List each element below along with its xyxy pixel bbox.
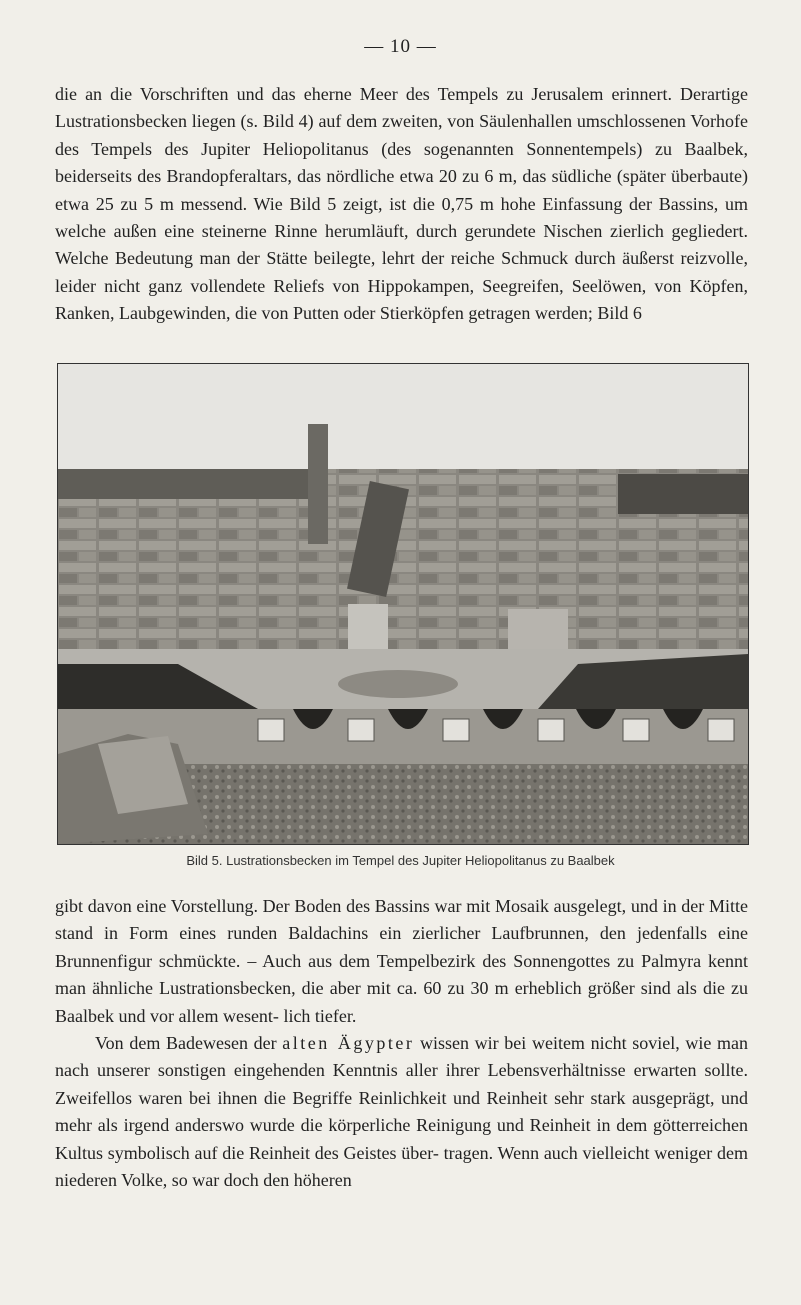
figure-caption: Bild 5. Lustrationsbecken im Tempel des Jupiter Heliopolitanus zu Baalbek [186, 853, 615, 868]
text-line: umschlossenen Vorhofe des Tempels des Jupiter Heliopolitanus (des sogenannten [55, 111, 749, 159]
text-line: wissen wir bei weitem nicht soviel, [420, 1033, 680, 1054]
text-line: und in der Mitte stand in Form eines runden Baldachins ein zierlicher Laufbrunnen, [55, 896, 749, 944]
text-line: nicht ganz vollendete Reliefs von Hippokampen, Seegreifen, Seelöwen, von Köpfen, [104, 275, 749, 296]
text-line: die an die Vorschriften und das eherne Meer des Tempels zu Jerusalem erinnert. [55, 84, 672, 104]
body-text-bottom [55, 893, 748, 1194]
text-line: den jedenfalls eine Brunnenfigur schmückte. – Auch aus dem Tempelbezirk des [55, 923, 748, 971]
paragraph [55, 1030, 748, 1194]
text-line: man der Stätte beilegte, lehrt der reiche Schmuck durch äußerst reizvolle, leider [55, 248, 748, 296]
text-line: tragen. Wenn auch vielleicht weniger dem niederen Volke, so war doch den höheren [55, 1142, 748, 1191]
text-line: Rinne herumläuft, durch gerundete Nischen zierlich gegliedert. Welche Bedeutung [55, 221, 749, 269]
photo-illustration [58, 364, 748, 844]
text-line: 20 zu 6 m, das südliche (später überbaute) etwa 25 zu 5 m messend. Wie Bild 5 [55, 166, 748, 214]
text-line: erwarten sollte. Zweifellos waren bei ihnen die Begriffe Reinlichkeit und Reinheit [55, 1060, 749, 1108]
text-line: wie man nach unserer sonstigen eingehenden Kenntnis aller ihrer Lebensverhältnisse [55, 1033, 749, 1081]
paragraph [55, 893, 748, 1030]
photograph-lustration-basin [57, 363, 749, 845]
page-number: — 10 — [364, 36, 437, 57]
text-line: und Reinheit in dem götterreichen Kultus symbolisch auf die Reinheit des Geistes über- [55, 1115, 748, 1163]
text-line: Sonnengottes zu Palmyra kennt man ähnliche Lustrationsbecken, die aber mit ca. [55, 950, 749, 999]
text-line: 60 zu 30 m erheblich größer sind als die zu Baalbek und vor allem wesent- [55, 978, 748, 1026]
text-line: lich tiefer. [283, 1005, 357, 1026]
text-line: Von dem Badewesen der [95, 1033, 277, 1054]
text-line: Ranken, Laubgewinden, die von Putten oder Stierköpfen getragen werden; Bild 6 [55, 303, 642, 324]
text-line: Sonnentempels) zu Baalbek, beiderseits des Brandopferaltars, das nördliche etwa [55, 138, 749, 187]
text-line: gibt davon eine Vorstellung. Der Boden des Bassins war mit Mosaik ausgelegt, [55, 896, 627, 916]
emphasized-text: alten Ägypter [282, 1033, 415, 1054]
text-line: Derartige Lustrationsbecken liegen (s. Bild 4) auf dem zweiten, von Säulenhallen [55, 84, 748, 132]
text-line: zeigt, ist die 0,75 m hohe Einfassung der Bassins, um welche außen eine steinerne [55, 193, 749, 242]
paragraph [55, 81, 748, 328]
body-text-top [55, 81, 748, 328]
text-line: sehr stark ausgeprägt, und mehr als irgend anderswo wurde die körperliche Reinigung [55, 1087, 749, 1136]
